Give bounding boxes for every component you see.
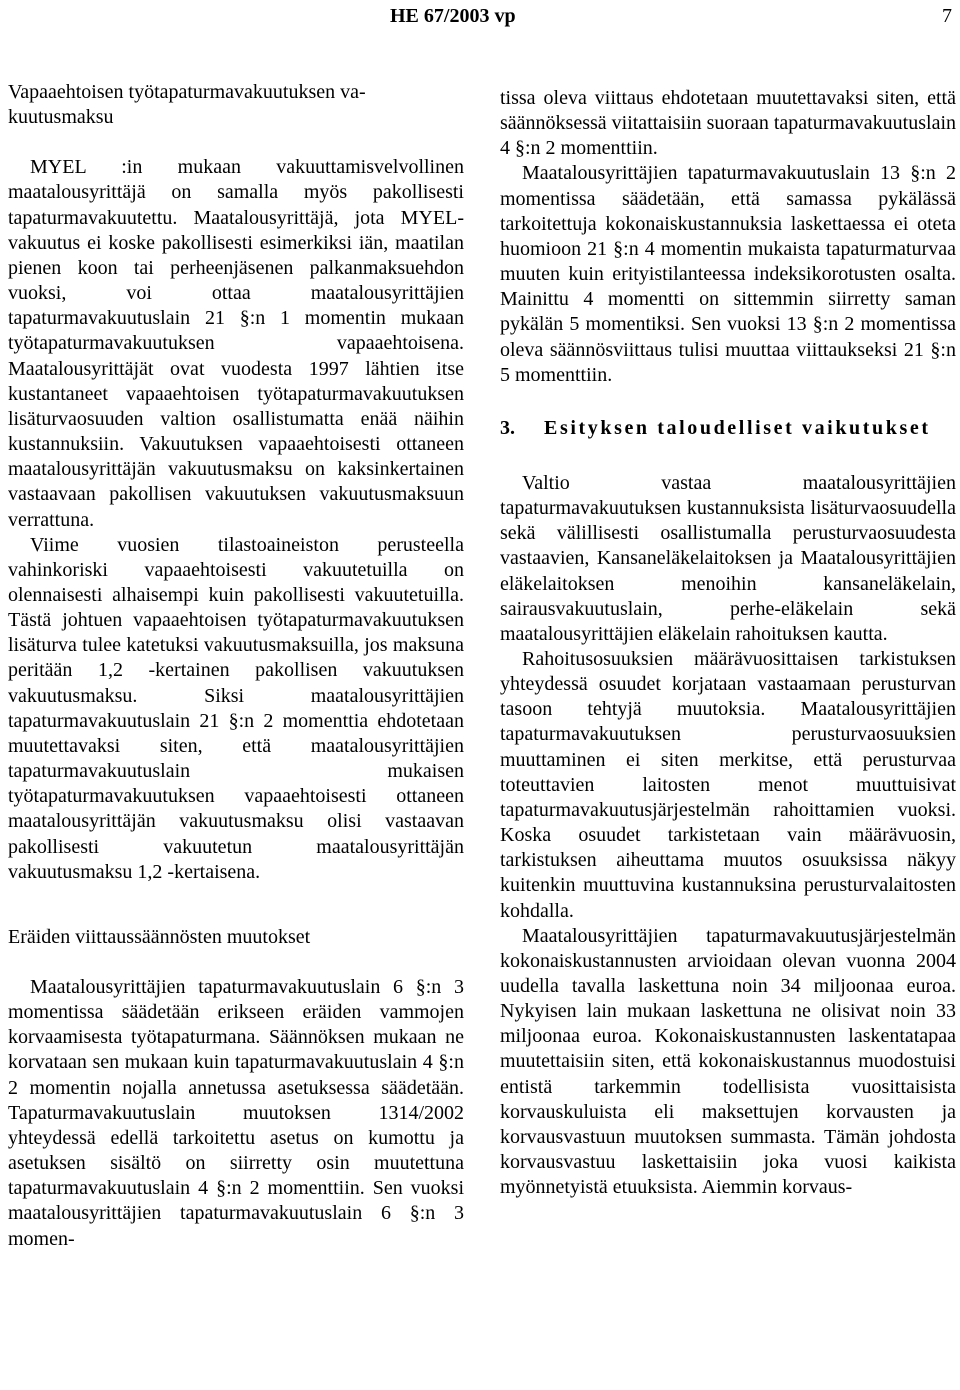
subheading-voluntary-insurance-premium: Vapaaehtoisen työtapaturmavakuutuksen va-kuutusmaksu: [8, 81, 366, 129]
paragraph: Viime vuosien tilastoaineiston perusteella vahinkoriski vapaaehtoisesti vakuutetuilla on olennaisesti alhaisempi kuin pakollisesti vakuutetuilla. Tästä johtuen vapaaehtoisen työtapaturmavakuutuksen lisäturva tulee katetuksi vakuutusmaksuilla, jos maksuna peritään 1,2 -kertainen pakollisen vakuutuksen vakuutusmaksu. Siksi maatalousyrittäjien tapaturmavakuutuslain 21 §:n 2 momenttia ehdotetaan muutettavaksi siten, että maatalousyrittäjien tapaturmavakuutuslain mukaisen työtapaturmavakuutuksen vapaaehtoisesti ottaneen maatalousyrittäjän vakuutusmaksu olisi vastaavan pakollisesti vakuutetun maatalousyrittäjän vakuutusmaksu 1,2 -kertaisena.: [8, 533, 464, 883]
page-number: 7: [942, 5, 952, 27]
paragraph: Maatalousyrittäjien tapaturmavakuutuslain 13 §:n 2 momentissa säädetään, että samassa pykälässä tarkoitettuja kokonaiskustannuksia laskettaessa ei oteta huomioon 21 §:n 4 momentin mukaista tapaturmaturvaa muuten kuin erityistilanteessa indeksikorotusten osalta. Mainittu 4 momentti on sittemmin siirretty saman pykälän 5 momentiksi. Sen vuoksi 13 §:n 2 momentissa oleva säännösviittaus tulisi muuttaa viittaukseksi 21 §:n 5 momenttiin.: [500, 162, 956, 386]
section-title: Esityksen taloudelliset vaikutukset: [544, 416, 931, 439]
left-column: [8, 80, 464, 1252]
section-heading: [500, 416, 956, 441]
paragraph: Maatalousyrittäjien tapaturmavakuutusjärjestelmän kokonaiskustannusten arvioidaan olevan vuonna 2004 uudella tavalla laskettuna noin 34 miljoonaa euroa. Nykyisen lain mukaan laskettuna ne olisivat noin 33 miljoonaa euroa. Kokonaiskustannusten laskentatapaa muutettaisiin siten, että kokonaiskustannus muodostuisi entistä tarkemmin todellisista vuosittaisista korvauskuluista eli maksettujen korvausten ja korvausvastuun muutoksen summasta. Tämän johdosta korvausvastuu laskettaisiin joka vuosi kaikista myönnetyistä etuuksista. Aiemmin korvaus-: [500, 924, 956, 1199]
paragraph: Rahoitusosuuksien määrävuosittaisen tarkistuksen yhteydessä osuudet korjataan vastaamaan perusturvan tasoon tehtyjä muutoksia. Maatalousyrittäjien tapaturmavakuutuksen perusturvaosuuksien muuttaminen ei siten merkitse, että perusturvaa toteuttavien laitosten menot muuttuisivat tapaturmavakuutusjärjestelmän rahoittamien vuoksi. Koska osuudet tarkistetaan vain määrävuosin, tarkistuksen aiheuttama muutos osuuksissa näkyy kuitenkin muuttuvina kustannuksina perusturvalaitosten kohdalla.: [500, 647, 956, 922]
section-number: 3.: [500, 416, 515, 439]
right-column: [500, 86, 956, 1200]
paragraph: MYEL :in mukaan vakuuttamisvelvollinen maatalousyrittäjä on samalla myös pakollisesti tapaturmavakuutettu. Maatalousyrittäjä, jota MYEL-vakuutus ei koske pakollisesti esimerkiksi iän, maatilan pienen koon tai perheenjäsenen palkanmaksuehdon vuoksi, voi ottaa maatalousyrittäjien tapaturmavakuutuslain 21 §:n 1 momentin mukaan työtapaturmavakuutuksen vapaaehtoisena. Maatalousyrittäjät ovat vuodesta 1997 lähtien itse kustantaneet vapaaehtoisen työtapaturmavakuutuksen lisäturvaosuuden valtion osallistumatta enää näihin kustannuksiin. Vakuutuksen vapaaehtoisesti ottaneen maatalousyrittäjän vakuutusmaksu on kaksinkertainen vastaavaan pakollisen vakuutuksen vakuutusmaksuun verrattuna.: [8, 156, 464, 531]
paragraph: Valtio vastaa maatalousyrittäjien tapaturmavakuutuksen kustannuksista lisäturvaosuudella sekä välillisesti osallistumalla perusturvaosuudesta vastaavien, Kansaneläkelaitoksen ja Maatalousyrittäjien eläkelaitoksen menoihin kansaneläkelain, sairausvakuutuslain, perhe-eläkelain sekä maatalousyrittäjien eläkelain rahoituksen kautta.: [500, 471, 956, 645]
paragraph: Maatalousyrittäjien tapaturmavakuutuslain 6 §:n 3 momentissa säädetään erikseen eräiden vammojen korvaamisesta työtapaturmana. Säännöksen mukaan ne korvataan sen mukaan kuin tapaturmavakuutuslain 4 §:n 2 momentin nojalla annetussa asetuksessa säädetään. Tapaturmavakuutuslain muutoksen 1314/2002 yhteydessä edellä tarkoitettu asetus on kumottu ja asetuksen sisältö on siirretty osin muutettuna tapaturmavakuutuslain 4 §:n 2 momenttiin. Sen vuoksi maatalousyrittäjien tapaturmavakuutuslain 6 §:n 3 momen-: [8, 976, 464, 1250]
document-id: HE 67/2003 vp: [390, 5, 516, 27]
paragraph: tissa oleva viittaus ehdotetaan muutettavaksi siten, että säännöksessä viitattaisiin suoraan tapaturmavakuutuslain 4 §:n 2 momenttiin.: [500, 87, 956, 160]
subheading-reference-provisions: Eräiden viittaussäännösten muutokset: [8, 925, 311, 948]
page-header: [0, 0, 960, 40]
